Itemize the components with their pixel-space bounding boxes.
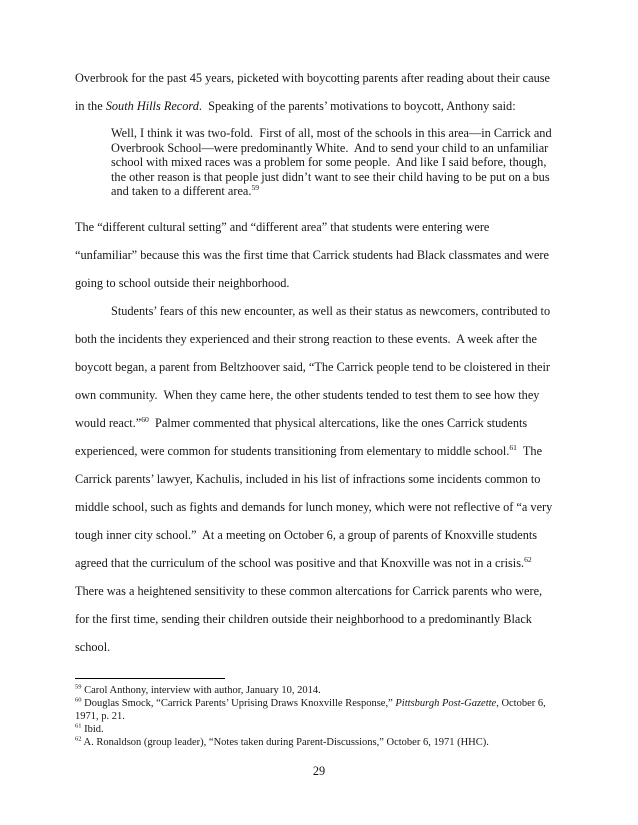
- text-line: Carrick parents’ lawyer, Kachulis, included in his list of infractions some incidents common to: [75, 471, 541, 486]
- text-line: Overbrook for the past 45 years, picketed with boycotting parents after reading about their cause: [75, 71, 550, 85]
- text-line: in the South Hills Record. Speaking of the parents’ motivations to boycott, Anthony said:: [75, 99, 516, 113]
- footnote-reference: 60: [75, 696, 82, 704]
- text-line: Overbrook School—were predominantly White. And to send your child to an unfamiliar: [111, 140, 549, 155]
- footnote-reference: 61: [75, 722, 82, 730]
- text-line: own community. When they came here, the other students tended to test them to see how they: [75, 387, 540, 402]
- text-line: both the incidents they experienced and their strong reaction to these events. A week after the: [75, 331, 537, 346]
- page-number: 29: [312, 764, 326, 778]
- paragraph: [75, 64, 565, 120]
- footnote-line: $^{61}$ Ibid.: [75, 722, 104, 735]
- text-line: middle school, such as fights and demands for lunch money, which were not reflective of “a very: [75, 499, 553, 514]
- text-line: boycott began, a parent from Beltzhoover said, “The Carrick people tend to be cloistered in their: [75, 359, 550, 374]
- footnote-reference: 59: [251, 183, 260, 193]
- text-line: and taken to a different area.$^{59}$: [111, 183, 260, 199]
- footnote-61: [75, 723, 565, 736]
- footnote-reference: 59: [75, 683, 82, 691]
- text-line: going to school outside their neighborhood.: [75, 275, 290, 290]
- text-line: experienced, were common for students transitioning from elementary to middle school.$^{61}$ The: [75, 442, 543, 458]
- text-line: tough inner city school.” At a meeting on October 6, a group of parents of Knoxville students: [75, 527, 538, 542]
- text-line: Students’ fears of this new encounter, as well as their status as newcomers, contributed to: [111, 303, 551, 318]
- body-text: [75, 64, 565, 661]
- footnote-62: [75, 736, 565, 749]
- text-line: Well, I think it was two-fold. First of all, most of the schools in this area—in Carrick and: [111, 126, 552, 140]
- text-line: There was a heightened sensitivity to these common altercations for Carrick parents who were,: [75, 583, 543, 598]
- text-line: The “different cultural setting” and “different area” that students were entering were: [75, 219, 490, 234]
- text-line: for the first time, sending their children outside their neighborhood to a predominantly Black: [75, 611, 532, 626]
- footnote-line: $^{59}$ Carol Anthony, interview with author, January 10, 2014.: [75, 683, 321, 696]
- paragraph: [75, 297, 565, 661]
- footnotes-section: [75, 684, 565, 749]
- footnote-60: [75, 697, 565, 723]
- text-line: agreed that the curriculum of the school was positive and that Knoxville was not in a crisis.$^{62}$: [75, 554, 532, 570]
- page-content: [75, 0, 565, 749]
- footnote-reference: 60: [141, 414, 149, 424]
- footnote-reference: 62: [75, 735, 82, 743]
- paragraph: [75, 213, 565, 297]
- footnote-separator: [75, 678, 225, 679]
- text-line: school.: [75, 639, 111, 654]
- footnote-reference: 62: [524, 554, 532, 564]
- footnote-line: $^{60}$ Douglas Smock, “Carrick Parents’ Uprising Draws Knoxville Response,” Pittsburgh Post-Gazette, October 6,: [75, 696, 546, 709]
- footnote-line: $^{62}$ A. Ronaldson (group leader), “Notes taken during Parent-Discussions,” October 6, 1971 (HHC).: [75, 735, 489, 748]
- text-line: “unfamiliar” because this was the first time that Carrick students had Black classmates and were: [75, 247, 549, 262]
- footnote-reference: 61: [509, 442, 517, 452]
- footnote-line: 1971, p. 21.: [75, 710, 125, 722]
- text-line: would react.”$^{60}$ Palmer commented that physical altercations, like the ones Carrick students: [75, 414, 528, 430]
- blockquote: [111, 126, 565, 199]
- footnote-59: [75, 684, 565, 697]
- text-line: school with mixed races was a problem for some people. And like I said before, though,: [111, 155, 547, 170]
- text-line: the other reason is that people just didn’t want to see their child having to be put on a bus: [111, 169, 550, 184]
